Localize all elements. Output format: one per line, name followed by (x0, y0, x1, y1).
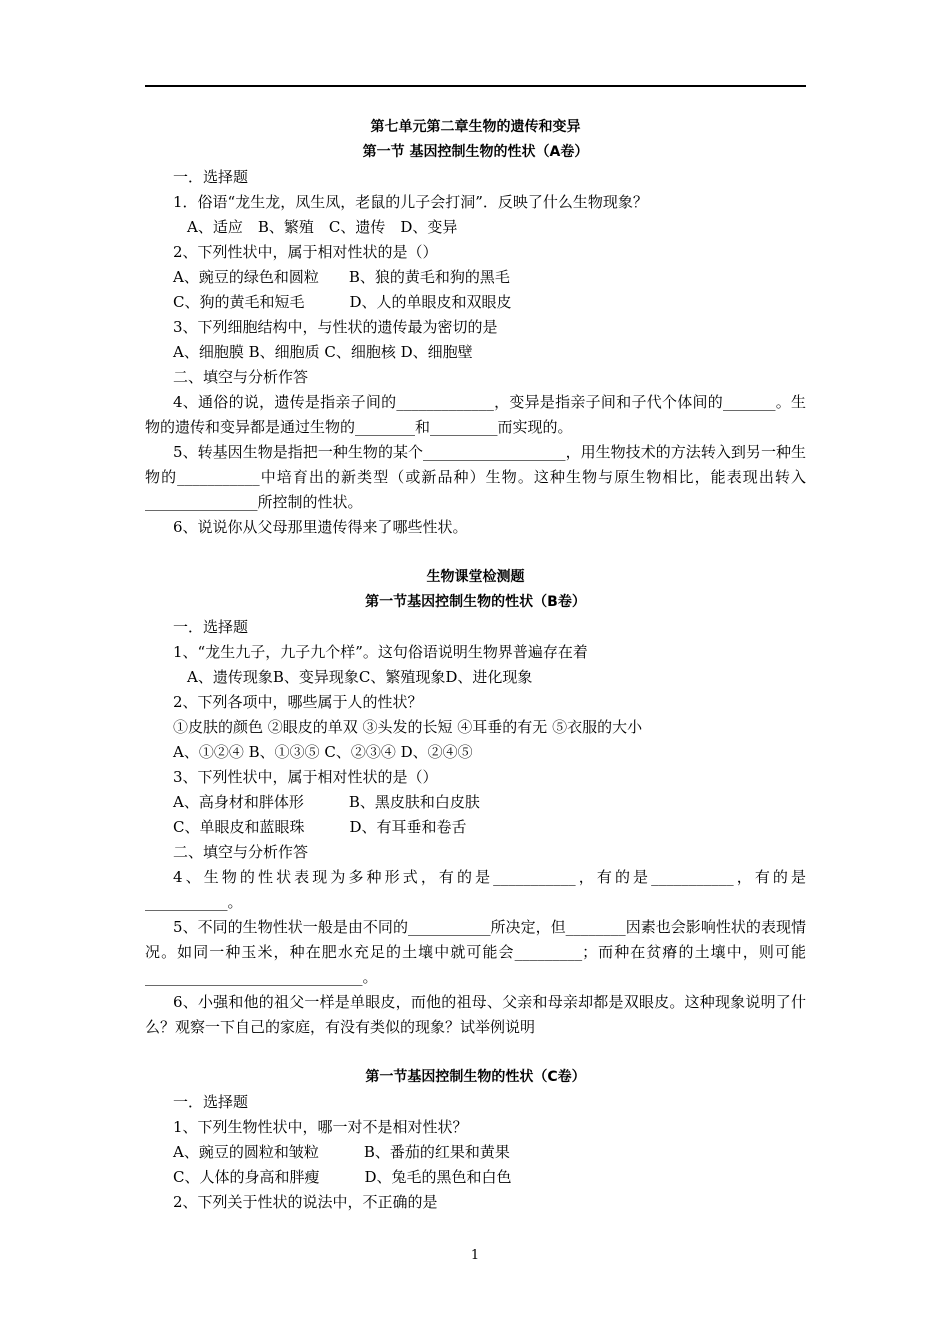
page-number: 1 (470, 1248, 480, 1263)
section-b-title: 第一节基因控制生物的性状（B卷） (365, 594, 586, 610)
section-a-q3: 3、下列细胞结构中，与性状的遗传最为密切的是 (173, 318, 498, 336)
section-a-q2-options-cd: C、狗的黄毛和短毛 D、人的单眼皮和双眼皮 (173, 293, 512, 311)
chapter-title: 第七单元第二章生物的遗传和变异 (370, 119, 581, 135)
section-c-q2: 2、下列关于性状的说法中，不正确的是 (173, 1193, 438, 1211)
section-c-q1-options-cd: C、人体的身高和胖瘦 D、兔毛的黑色和白色 (173, 1168, 512, 1186)
section-b-header: 生物课堂检测题 (426, 569, 525, 585)
section-a-q1: 1．俗语“龙生龙，凤生凤，老鼠的儿子会打洞”．反映了什么生物现象？ (173, 193, 648, 211)
section-b-q2-options: A、①②④ B、①③⑤ C、②③④ D、②④⑤ (173, 743, 473, 761)
section-b-q3-options-ab: A、高身材和胖体形 B、黑皮肤和白皮肤 (173, 793, 480, 811)
section-b-q5: 5、不同的生物性状一般是由不同的___________所决定，但________因素也会影响性状的表现情况。如同一种玉米，种在肥水充足的土壤中就可能会_________；而种在贫瘠的土壤中，则可能_____________________________。 (145, 918, 806, 986)
spacer (145, 540, 806, 565)
spacer (145, 1040, 806, 1065)
section-b-q3: 3、下列性状中，属于相对性状的是（） (173, 768, 438, 786)
section-b-q3-options-cd: C、单眼皮和蓝眼珠 D、有耳垂和卷舌 (173, 818, 467, 836)
section-a-q2: 2、下列性状中，属于相对性状的是（） (173, 243, 438, 261)
section-a-q4: 4、通俗的说，遗传是指亲子间的_____________，变异是指亲子间和子代个体间的_______。生物的遗传和变异都是通过生物的________和_________而实现的。 (145, 393, 806, 436)
section-b-q4: 4、生物的性状表现为多种形式，有的是___________，有的是___________，有的是___________。 (145, 868, 806, 911)
section-a-heading-choice: 一．选择题 (173, 168, 249, 186)
header-rule (145, 85, 806, 87)
section-b-heading-choice: 一．选择题 (173, 618, 249, 636)
section-a-q6: 6、说说你从父母那里遗传得来了哪些性状。 (173, 518, 468, 536)
section-b-q2: 2、下列各项中，哪些属于人的性状？ (173, 693, 423, 711)
section-c-heading-choice: 一．选择题 (173, 1093, 249, 1111)
section-b-heading-fill: 二、填空与分析作答 (173, 843, 309, 861)
section-b-q6: 6、小强和他的祖父一样是单眼皮，而他的祖母、父亲和母亲却都是双眼皮。这种现象说明了什么？观察一下自己的家庭，有没有类似的现象？试举例说明 (145, 993, 806, 1036)
section-a-q2-options-ab: A、豌豆的绿色和圆粒 B、狼的黄毛和狗的黑毛 (173, 268, 510, 286)
section-a-heading-fill: 二、填空与分析作答 (173, 368, 309, 386)
section-b-q2-items: ①皮肤的颜色 ②眼皮的单双 ③头发的长短 ④耳垂的有无 ⑤衣服的大小 (173, 718, 643, 736)
section-c-q1-options-ab: A、豌豆的圆粒和皱粒 B、番茄的红果和黄果 (173, 1143, 510, 1161)
section-c-q1: 1、下列生物性状中，哪一对不是相对性状？ (173, 1118, 468, 1136)
section-c-title: 第一节基因控制生物的性状（C卷） (365, 1069, 586, 1085)
document-body (145, 115, 806, 1215)
section-b-q1: 1、“龙生九子，九子九个样”。这句俗语说明生物界普遍存在着 (173, 643, 588, 661)
section-a-q3-options: A、细胞膜 B、细胞质 C、细胞核 D、细胞壁 (173, 343, 473, 361)
section-b-q1-options: A、遗传现象B、变异现象C、繁殖现象D、进化现象 (187, 668, 533, 686)
section-a-title: 第一节 基因控制生物的性状（A卷） (362, 144, 589, 160)
section-a-q1-options: A、适应 B、繁殖 C、遗传 D、变异 (187, 218, 458, 236)
section-a-q5: 5、转基因生物是指把一种生物的某个___________________，用生物技术的方法转入到另一种生物的___________中培育出的新类型（或新品种）生物。这种生物与原生物相比，能表现出转入_______________所控制的性状。 (145, 443, 806, 511)
